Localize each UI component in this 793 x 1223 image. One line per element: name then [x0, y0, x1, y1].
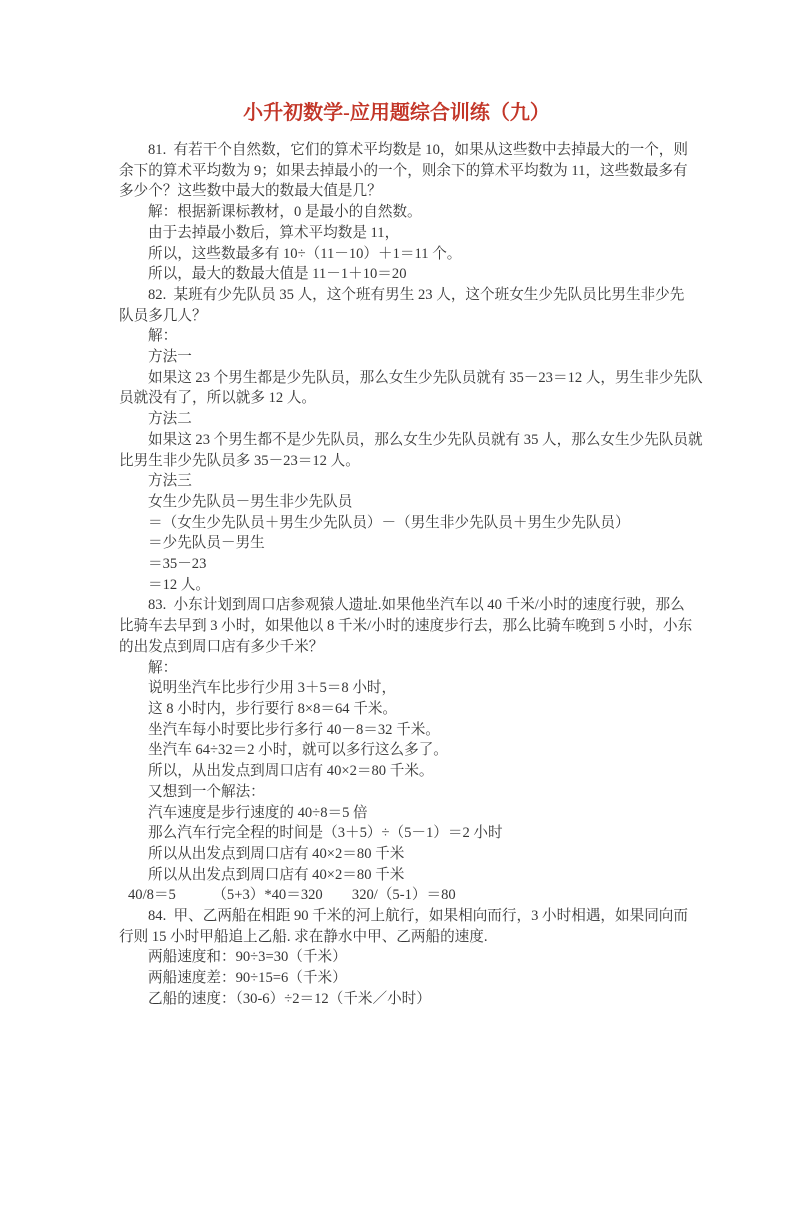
text-line: 又想到一个解法：	[148, 783, 265, 800]
text-line: 两船速度差：90÷15=6（千米）	[148, 970, 347, 987]
text-line: 84. 甲、乙两船在相距 90 千米的河上航行，如果相向而行，3 小时相遇，如果同向而	[148, 908, 688, 925]
text-line: 说明坐汽车比步行少用 3＋5＝8 小时，	[148, 680, 397, 697]
text-line: 81. 有若干个自然数，它们的算术平均数是 10，如果从这些数中去掉最大的一个，则	[148, 142, 688, 158]
text-line: 解：	[148, 659, 178, 676]
text-line: 40/8＝5 （5+3）*40＝320 320/（5-1）＝80	[128, 887, 456, 904]
text-line: 比骑车去早到 3 小时，如果他以 8 千米/小时的速度步行去，那么比骑车晚到 5 小时，小东	[119, 618, 693, 635]
problem-84	[119, 906, 741, 1010]
text-line: 多少个？这些数中最大的数最大值是几？	[119, 183, 382, 200]
problem-83	[119, 595, 741, 906]
text-line: 的出发点到周口店有多少千米？	[119, 638, 324, 655]
text-line: 如果这 23 个男生都是少先队员，那么女生少先队员就有 35－23＝12 人，男生非少先队	[148, 369, 703, 386]
text-line: 行则 15 小时甲船追上乙船. 求在静水中甲、乙两船的速度.	[119, 928, 488, 945]
problem-82	[119, 285, 741, 596]
text-line: 那么汽车行完全程的时间是（3＋5）÷（5－1）＝2 小时	[148, 825, 503, 842]
text-line: 解：	[148, 328, 178, 345]
text-line: 所以，从出发点到周口店有 40×2＝80 千米。	[148, 763, 434, 780]
text-line: ＝少先队员－男生	[148, 535, 265, 552]
text-line: 两船速度和：90÷3=30（千米）	[148, 949, 347, 966]
text-line: 比男生非少先队员多 35－23＝12 人。	[119, 452, 360, 469]
text-line: 乙船的速度：（30-6）÷2＝12（千米／小时）	[148, 990, 431, 1007]
text-line: 方法二	[148, 411, 192, 428]
text-line: 83. 小东计划到周口店参观猿人遗址.如果他坐汽车以 40 千米/小时的速度行驶，那么	[148, 597, 685, 614]
text-line: ＝（女生少先队员＋男生少先队员）－（男生非少先队员＋男生少先队员）	[148, 514, 630, 531]
document-page	[0, 101, 793, 1223]
text-line: 队员多几人？	[119, 307, 207, 324]
document-body	[119, 140, 741, 1010]
text-line: 余下的算术平均数为 9；如果去掉最小的一个，则余下的算术平均数为 11，这些数最多有	[119, 162, 688, 179]
text-line: ＝35－23	[148, 556, 207, 573]
text-line: 所以，这些数最多有 10÷（11－10）＋1＝11 个。	[148, 245, 462, 262]
text-line: 方法一	[148, 349, 192, 366]
text-line: 如果这 23 个男生都不是少先队员，那么女生少先队员就有 35 人，那么女生少先队员就	[148, 431, 703, 448]
problem-81	[119, 140, 741, 285]
text-line: 汽车速度是步行速度的 40÷8＝5 倍	[148, 804, 368, 821]
text-line: 女生少先队员－男生非少先队员	[148, 493, 353, 510]
text-line: 由于去掉最小数后，算术平均数是 11，	[148, 224, 400, 241]
text-line: 这 8 小时内，步行要行 8×8＝64 千米。	[148, 700, 398, 717]
text-line: 解：根据新课标教材，0 是最小的自然数。	[148, 204, 422, 221]
text-line: 所以，最大的数最大值是 11－1＋10＝20	[148, 266, 407, 283]
text-line: 坐汽车每小时要比步行多行 40－8＝32 千米。	[148, 721, 440, 738]
text-line: 员就没有了，所以就多 12 人。	[119, 390, 317, 407]
text-line: 82. 某班有少先队员 35 人，这个班有男生 23 人，这个班女生少先队员比男生非少先	[148, 286, 685, 303]
text-line: 坐汽车 64÷32＝2 小时，就可以多行这么多了。	[148, 742, 448, 759]
page-title: 小升初数学-应用题综合训练（九）	[243, 102, 550, 124]
text-line: 方法三	[148, 473, 192, 490]
text-line: ＝12 人。	[148, 576, 211, 593]
text-line: 所以从出发点到周口店有 40×2＝80 千米	[148, 866, 405, 883]
text-line: 所以从出发点到周口店有 40×2＝80 千米	[148, 845, 405, 862]
